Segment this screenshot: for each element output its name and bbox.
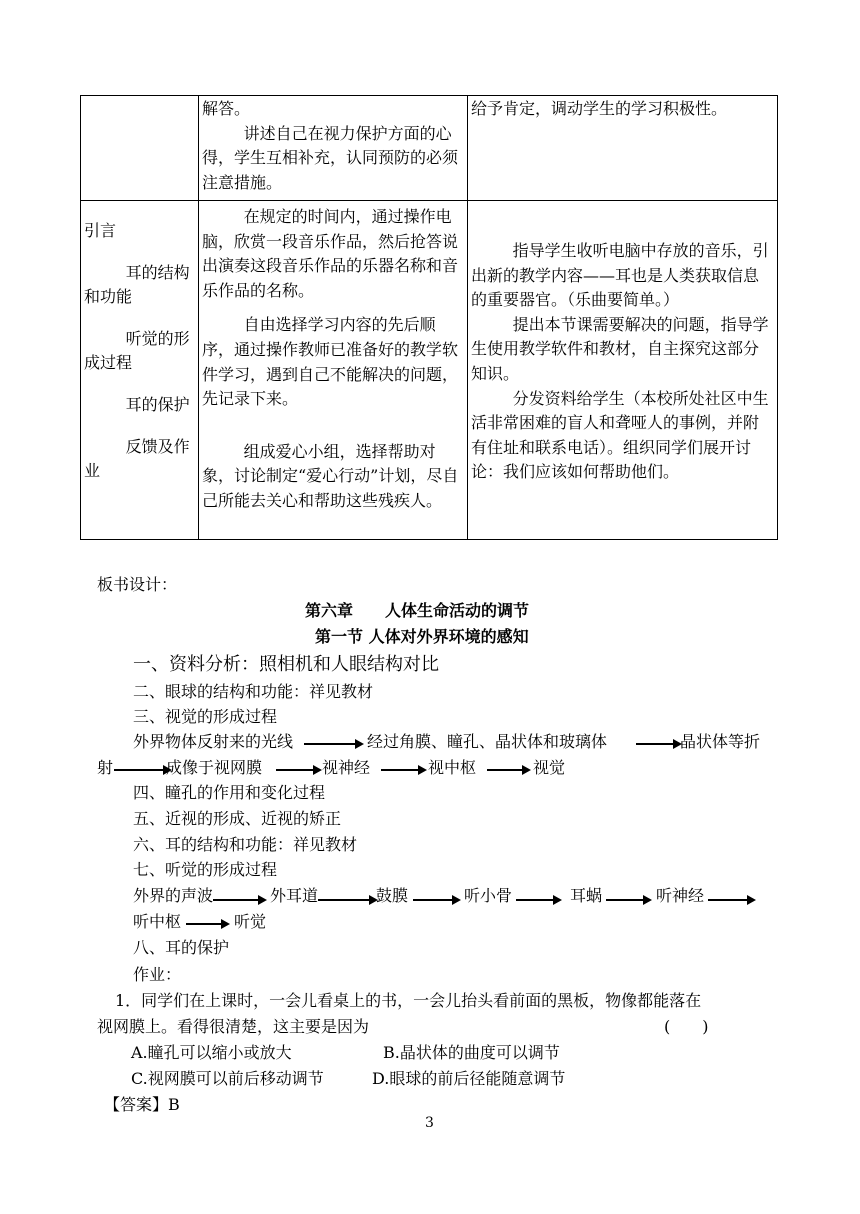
stage-cell xyxy=(81,96,199,201)
flow-step: 视神经 xyxy=(322,758,371,777)
stage-cell xyxy=(81,201,199,540)
table-text: 自由选择学习内容的先后顺序，通过操作教师已准备好的教学软件学习，遇到自己不能解决的问题，先记录下来。 xyxy=(202,315,459,409)
student-activity-cell xyxy=(199,201,468,540)
stage-item: 耳的结构和功能 xyxy=(84,262,190,307)
stage-item: 反馈及作业 xyxy=(84,436,190,481)
flow-step: 外耳道 xyxy=(270,886,319,905)
flow-step: 视觉 xyxy=(533,758,566,777)
outline-item: 三、视觉的形成过程 xyxy=(133,707,278,726)
outline-item: 八、耳的保护 xyxy=(133,938,230,957)
arrow-icon xyxy=(114,769,164,771)
arrow-icon xyxy=(708,899,748,901)
stage-item: 听觉的形成过程 xyxy=(84,328,190,373)
arrow-icon xyxy=(276,769,314,771)
chapter-title: 第六章 人体生命活动的调节 xyxy=(305,601,530,620)
student-activity-cell xyxy=(199,96,468,201)
table-text: 指导学生收听电脑中存放的音乐，引出新的教学内容——耳也是人类获取信息的重要器官。（乐曲要简单。） xyxy=(471,241,769,310)
arrow-icon xyxy=(381,769,419,771)
table-text: 给予肯定，调动学生的学习积极性。 xyxy=(471,99,728,118)
arrow-icon xyxy=(636,743,674,745)
table-row xyxy=(81,201,778,540)
table-text: 提出本节课需要解决的问题，指导学生使用教学软件和教材，自主探究这部分知识。 xyxy=(471,314,769,383)
outline-item: 七、听觉的形成过程 xyxy=(133,860,278,879)
flow-step: 晶状体等折 xyxy=(680,732,761,751)
outline-item: 五、近视的形成、近视的矫正 xyxy=(133,809,342,828)
question-text: 1．同学们在上课时，一会儿看桌上的书，一会儿抬头看前面的黑板，物像都能落在 xyxy=(115,991,702,1010)
flow-step: 听神经 xyxy=(656,886,705,905)
table-text: 在规定的时间内，通过操作电脑，欣赏一段音乐作品，然后抢答说出演奏这段音乐作品的乐器名称和音乐作品的名称。 xyxy=(202,207,459,300)
outline-item: 二、眼球的结构和功能：祥见教材 xyxy=(133,682,374,701)
option-a: A.瞳孔可以缩小或放大 xyxy=(131,1043,292,1062)
arrow-icon xyxy=(487,769,523,771)
arrow-icon xyxy=(304,743,356,745)
option-c: C.视网膜可以前后移动调节 xyxy=(131,1069,324,1088)
arrow-icon xyxy=(186,923,222,925)
flow-step: 听中枢 xyxy=(133,912,182,931)
arrow-icon xyxy=(516,899,554,901)
flow-step: 耳蜗 xyxy=(570,886,603,905)
table-text: 分发资料给学生（本校所处社区中生活非常困难的盲人和聋哑人的事例，并附有住址和联系电话）。组织同学们展开讨论：我们应该如何帮助他们。 xyxy=(471,388,769,482)
arrow-icon xyxy=(318,899,370,901)
answer-text: 【答案】B xyxy=(104,1095,180,1114)
teacher-activity-cell xyxy=(468,96,778,201)
flow-step: 听小骨 xyxy=(464,886,513,905)
page-number: 3 xyxy=(425,1115,434,1131)
flow-step: 鼓膜 xyxy=(376,886,409,905)
answer-blank: ( ) xyxy=(664,1017,709,1036)
flow-step: 经过角膜、瞳孔、晶状体和玻璃体 xyxy=(367,732,608,751)
teacher-activity-cell xyxy=(468,201,778,540)
section-title: 第一节 人体对外界环境的感知 xyxy=(315,627,529,646)
flow-step: 外界物体反射来的光线 xyxy=(133,732,294,751)
flow-step: 视中枢 xyxy=(428,758,477,777)
outline-item: 一、资料分析：照相机和人眼结构对比 xyxy=(133,654,439,675)
stage-item: 引言 xyxy=(84,221,117,240)
table-row xyxy=(81,96,778,201)
flow-step: 听觉 xyxy=(234,912,267,931)
table-text: 组成爱心小组，选择帮助对象，讨论制定“爱心行动”计划，尽自己所能去关心和帮助这些残疾人。 xyxy=(202,441,459,510)
board-label: 板书设计： xyxy=(97,575,178,594)
outline-item: 四、瞳孔的作用和变化过程 xyxy=(133,783,326,802)
arrow-icon xyxy=(213,899,259,901)
question-text: 视网膜上。看得很清楚，这主要是因为 xyxy=(97,1017,370,1036)
flow-step: 射 xyxy=(97,758,114,777)
flow-step: 成像于视网膜 xyxy=(166,758,263,777)
table-text: 解答。 xyxy=(202,99,251,118)
homework-label: 作业： xyxy=(133,965,182,984)
option-b: B.晶状体的曲度可以调节 xyxy=(383,1043,560,1062)
option-d: D.眼球的前后径能随意调节 xyxy=(372,1069,566,1088)
table-text: 讲述自己在视力保护方面的心得，学生互相补充，认同预防的必须注意措施。 xyxy=(202,123,459,192)
stage-item: 耳的保护 xyxy=(125,394,190,414)
flow-step: 外界的声波 xyxy=(133,886,214,905)
outline-item: 六、耳的结构和功能：祥见教材 xyxy=(133,835,358,854)
arrow-icon xyxy=(413,899,453,901)
arrow-icon xyxy=(606,899,644,901)
lesson-table xyxy=(80,95,778,540)
